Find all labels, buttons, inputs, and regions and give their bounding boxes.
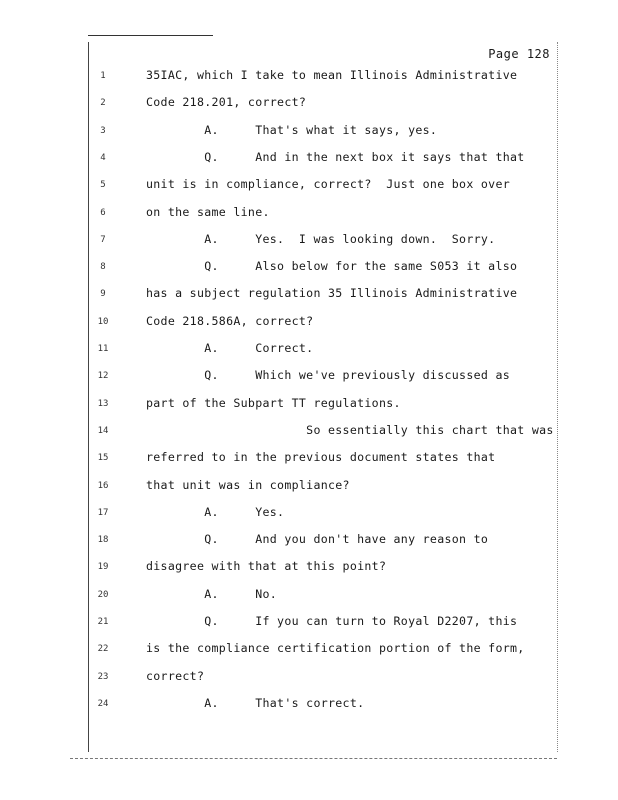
line-text: A. That's what it says, yes. (146, 122, 438, 137)
line-number: 7 (100, 234, 106, 245)
line-text: Code 218.201, correct? (146, 95, 307, 110)
line-text: Q. And you don't have any reason to (146, 532, 489, 547)
transcript-line (90, 314, 555, 332)
transcript-line (90, 123, 555, 141)
page-number: Page 128 (488, 47, 550, 61)
line-number: 24 (97, 698, 109, 709)
line-number: 20 (97, 589, 109, 600)
line-number: 14 (97, 425, 109, 436)
bottom-rule (70, 758, 557, 759)
transcript-line (90, 423, 555, 441)
line-number: 5 (100, 180, 106, 191)
transcript-line (90, 532, 555, 550)
line-text: on the same line. (146, 204, 270, 219)
line-text: A. No. (146, 586, 278, 601)
line-text: unit is in compliance, correct? Just one box over (146, 177, 511, 192)
line-number: 15 (97, 453, 109, 464)
transcript-line (90, 696, 555, 714)
line-number: 19 (97, 562, 109, 573)
transcript-line (90, 259, 555, 277)
line-number: 10 (97, 316, 109, 327)
line-number: 21 (97, 617, 109, 627)
transcript-line (90, 450, 555, 468)
line-text: A. That's correct. (146, 695, 365, 710)
line-text: Q. Which we've previously discussed as (146, 368, 511, 383)
line-text: A. Yes. (146, 504, 285, 519)
transcript-line (90, 150, 555, 168)
line-text: A. Correct. (146, 341, 314, 355)
line-number: 13 (97, 398, 109, 409)
line-number: 2 (100, 98, 106, 109)
line-text: correct? (146, 668, 205, 683)
top-rule (88, 35, 213, 36)
right-margin-rule (557, 42, 558, 752)
line-text: 35IAC, which I take to mean Illinois Administrative (146, 68, 518, 82)
left-margin-rule (88, 42, 89, 752)
line-number: 6 (100, 207, 106, 218)
line-number: 18 (97, 535, 109, 546)
line-text: Q. And in the next box it says that that (146, 149, 525, 164)
transcript-line (90, 286, 555, 304)
transcript-line (90, 177, 555, 195)
line-number: 3 (100, 125, 106, 136)
transcript-line (90, 641, 555, 659)
transcript-line (90, 614, 555, 632)
transcript-line (90, 587, 555, 605)
transcript-line (90, 68, 555, 86)
line-text: Q. Also below for the same S053 it also (146, 259, 518, 274)
line-text: part of the Subpart TT regulations. (146, 395, 401, 410)
transcript-line (90, 505, 555, 523)
line-text: disagree with that at this point? (146, 559, 387, 574)
line-text: Code 218.586A, correct? (146, 313, 314, 328)
line-number: 17 (97, 507, 109, 518)
line-text: is the compliance certification portion of the form, (146, 641, 525, 656)
line-number: 4 (100, 152, 106, 163)
transcript-line (90, 95, 555, 113)
line-text: referred to in the previous document states that (146, 450, 496, 465)
transcript-line (90, 559, 555, 577)
transcript-line (90, 368, 555, 386)
transcript-line (90, 669, 555, 687)
line-text: So essentially this chart that was (146, 422, 554, 437)
line-number: 8 (100, 262, 106, 273)
line-number: 9 (100, 289, 106, 300)
line-number: 11 (97, 344, 109, 354)
transcript-line (90, 232, 555, 250)
line-number: 16 (97, 480, 109, 491)
transcript-line (90, 205, 555, 223)
line-number: 1 (100, 71, 106, 81)
line-text: that unit was in compliance? (146, 477, 350, 492)
line-number: 22 (97, 644, 109, 655)
line-text: has a subject regulation 35 Illinois Administrative (146, 286, 518, 301)
line-text: A. Yes. I was looking down. Sorry. (146, 231, 496, 246)
line-number: 12 (97, 371, 109, 382)
transcript-line (90, 396, 555, 414)
line-text: Q. If you can turn to Royal D2207, this (146, 614, 518, 628)
line-number: 23 (97, 671, 109, 682)
transcript-line (90, 478, 555, 496)
transcript-line (90, 341, 555, 359)
